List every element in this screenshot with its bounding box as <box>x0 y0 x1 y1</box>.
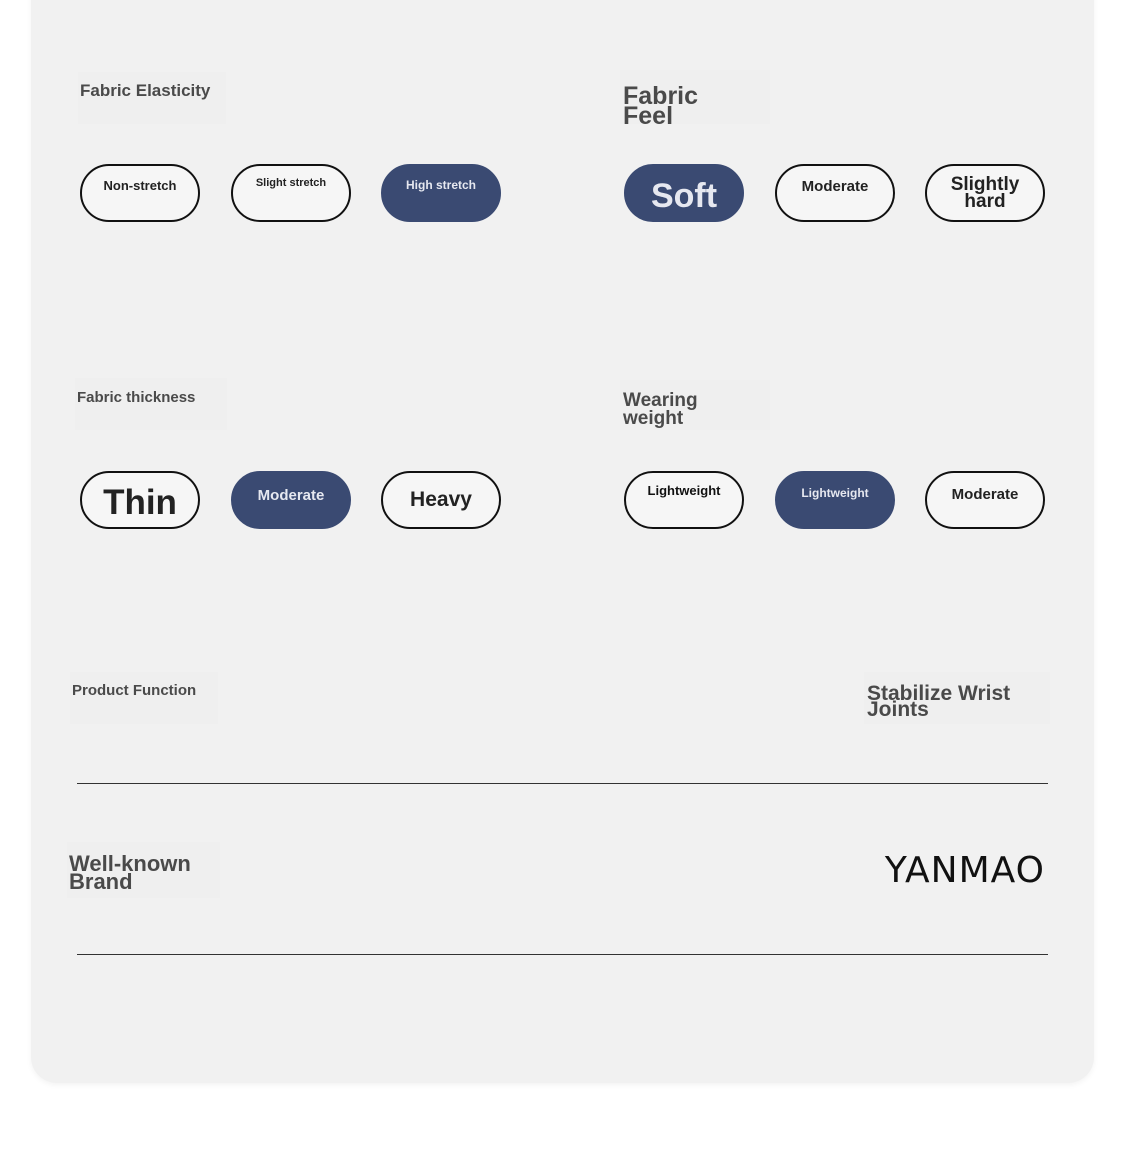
option-moderate-thickness[interactable]: Moderate <box>231 471 351 529</box>
brand-name: YANMAO <box>884 850 1045 891</box>
option-high-stretch[interactable]: High stretch <box>381 164 501 222</box>
product-function-label: Product Function <box>70 672 218 724</box>
option-moderate-feel[interactable]: Moderate <box>775 164 895 222</box>
product-function-value <box>864 672 1050 724</box>
wearing-weight-label-text: Wearing weight <box>623 390 698 430</box>
wearing-weight-label <box>620 380 770 430</box>
option-heavy[interactable]: Heavy <box>381 471 501 529</box>
option-soft[interactable]: Soft <box>624 164 744 222</box>
option-thin[interactable]: Thin <box>80 471 200 529</box>
option-non-stretch[interactable]: Non-stretch <box>80 164 200 222</box>
product-function-value-text: Stabilize Wrist Joints <box>867 682 1011 722</box>
option-lightweight-2[interactable]: Lightweight <box>775 471 895 529</box>
spec-card <box>31 0 1094 1083</box>
fabric-thickness-label: Fabric thickness <box>75 378 227 430</box>
option-slight-stretch[interactable]: Slight stretch <box>231 164 351 222</box>
option-moderate-weight[interactable]: Moderate <box>925 471 1045 529</box>
option-lightweight-1[interactable]: Lightweight <box>624 471 744 529</box>
fabric-feel-label-text: Fabric Feel <box>623 82 699 130</box>
fabric-elasticity-label: Fabric Elasticity <box>78 72 226 124</box>
divider-1 <box>77 783 1048 784</box>
option-slightly-hard[interactable]: Slightly hard <box>925 164 1045 222</box>
fabric-feel-label <box>620 70 770 130</box>
brand-label <box>67 842 220 898</box>
divider-2 <box>77 954 1048 955</box>
brand-label-text: Well-known Brand <box>69 851 191 894</box>
